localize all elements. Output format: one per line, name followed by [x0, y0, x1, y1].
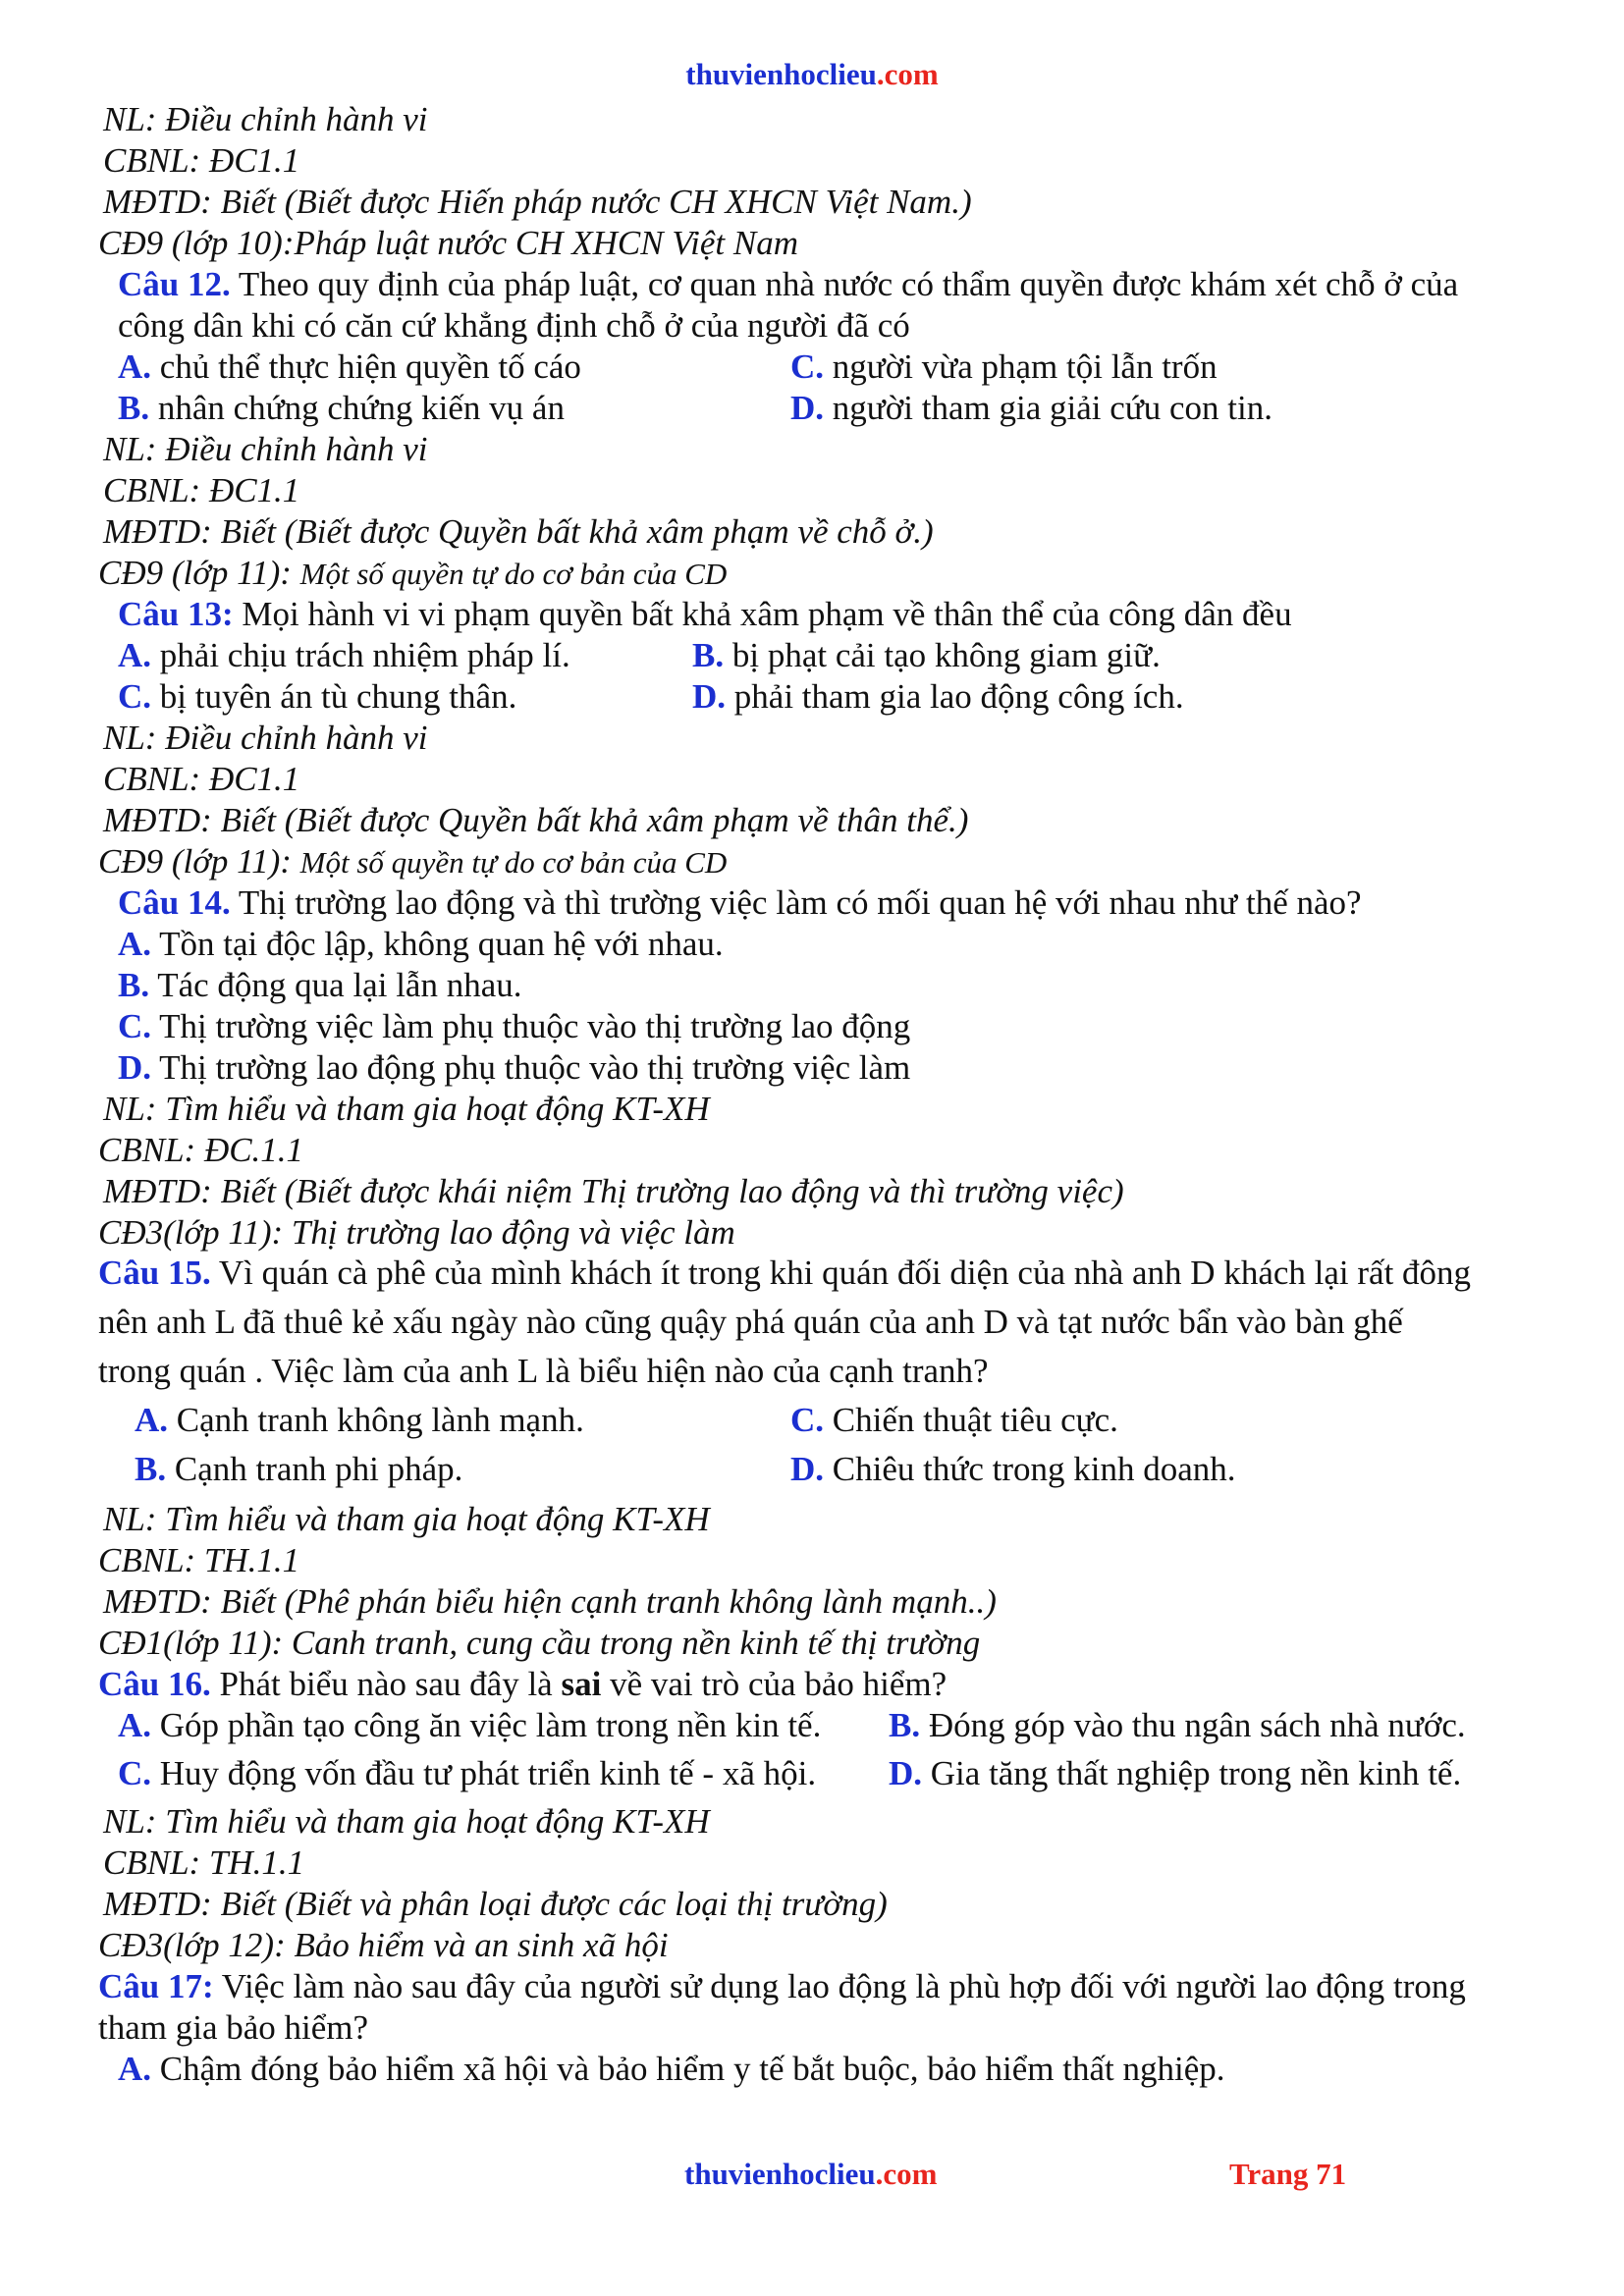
q16-cbnl: CBNL: TH.1.1: [103, 1843, 305, 1882]
q12-option-b: [118, 388, 565, 429]
q13-option-c: [118, 676, 516, 718]
meta-mdtd: MĐTD: Biết (Biết được Hiến pháp nước CH XHCN Việt Nam.): [103, 183, 972, 221]
q13-stem-line1: [118, 594, 1292, 635]
q15-stem2: nên anh L đã thuê kẻ xấu ngày nào cũng quậy phá quán của anh D và tạt nước bẩn vào bàn ghế: [98, 1303, 1403, 1341]
q17-label: Câu 17:: [98, 1967, 214, 2005]
q15-a-key: A.: [135, 1401, 169, 1439]
q12-stem1: Theo quy định của pháp luật, cơ quan nhà nước có thẩm quyền được khám xét chỗ ở của: [230, 265, 1459, 303]
q15-b-key: B.: [135, 1450, 167, 1488]
header-site-tld: .com: [876, 57, 939, 91]
q13-nl: NL: Điều chỉnh hành vi: [103, 719, 428, 757]
footer-site-main: thuvienhoclieu: [684, 2157, 876, 2191]
q15-stem-line1: [98, 1253, 1471, 1294]
q12-c-text: người vừa phạm tội lẫn trốn: [824, 347, 1218, 386]
q13-cd: [98, 841, 727, 883]
q16-a-key: A.: [118, 1706, 152, 1744]
q12-cbnl: CBNL: ĐC1.1: [103, 471, 300, 509]
q12-cd-a: CĐ9 (lớp 11):: [98, 554, 300, 592]
q16-cd: CĐ3(lớp 12): Bảo hiểm và an sinh xã hội: [98, 1926, 669, 1964]
q13-d-text: phải tham gia lao động công ích.: [726, 677, 1184, 716]
q12-d-text: người tham gia giải cứu con tin.: [824, 389, 1272, 427]
q12-c-key: C.: [790, 347, 825, 386]
q16-stem-bold: sai: [561, 1665, 602, 1703]
q14-stem1: Thị trường lao động và thì trường việc làm có mối quan hệ với nhau như thế nào?: [230, 883, 1362, 922]
q12-b-text: nhân chứng chứng kiến vụ án: [149, 389, 565, 427]
q15-option-b: [135, 1449, 462, 1490]
footer-site: [684, 2157, 938, 2192]
q14-cbnl: CBNL: ĐC.1.1: [98, 1131, 304, 1169]
q12-option-c: [790, 347, 1218, 388]
q15-a-text: Cạnh tranh không lành mạnh.: [168, 1401, 584, 1439]
q14-option-a: [118, 924, 724, 965]
q16-d-key: D.: [889, 1754, 923, 1792]
q14-option-d: [118, 1047, 910, 1089]
q15-d-key: D.: [790, 1450, 825, 1488]
q17-a-key: A.: [118, 2050, 152, 2088]
q13-cd-b: Một số quyền tự do cơ bản của CD: [299, 845, 728, 880]
q12-a-text: chủ thể thực hiện quyền tố cáo: [151, 347, 581, 386]
q16-option-d: [889, 1753, 1461, 1794]
q16-a-text: Góp phần tạo công ăn việc làm trong nền kin tế.: [151, 1706, 822, 1744]
q12-mdtd: MĐTD: Biết (Biết được Quyền bất khả xâm phạm về chỗ ở.): [103, 512, 934, 551]
q13-mdtd: MĐTD: Biết (Biết được Quyền bất khả xâm phạm về thân thể.): [103, 801, 969, 839]
q16-c-text: Huy động vốn đầu tư phát triển kinh tế - xã hội.: [151, 1754, 817, 1792]
q14-a-text: Tồn tại độc lập, không quan hệ với nhau.: [151, 925, 724, 963]
q14-nl: NL: Tìm hiểu và tham gia hoạt động KT-XH: [103, 1090, 710, 1128]
q13-c-key: C.: [118, 677, 152, 716]
q16-b-key: B.: [889, 1706, 921, 1744]
q14-label: Câu 14.: [118, 883, 231, 922]
q15-cbnl: CBNL: TH.1.1: [98, 1541, 300, 1579]
q12-cd-b: Một số quyền tự do cơ bản của CD: [299, 557, 728, 591]
page-number: Trang 71: [1229, 2157, 1347, 2191]
q17-stem-line1: [98, 1966, 1466, 2007]
header-site: [0, 57, 1624, 92]
q12-stem2: công dân khi có căn cứ khẳng định chỗ ở của người đã có: [118, 306, 910, 345]
q12-a-key: A.: [118, 347, 152, 386]
q17-stem1: Việc làm nào sau đây của người sử dụng lao động là phù hợp đối với người lao động trong: [213, 1967, 1466, 2005]
q14-option-c: [118, 1006, 910, 1047]
meta-nl: NL: Điều chỉnh hành vi: [103, 100, 428, 138]
q13-label: Câu 13:: [118, 595, 234, 633]
q15-option-a: [135, 1400, 584, 1441]
q14-option-b: [118, 965, 522, 1006]
q12-label: Câu 12.: [118, 265, 231, 303]
q13-option-b: [692, 635, 1161, 676]
q15-option-d: [790, 1449, 1236, 1490]
q16-b-text: Đóng góp vào thu ngân sách nhà nước.: [920, 1706, 1466, 1744]
q12-d-key: D.: [790, 389, 825, 427]
q13-d-key: D.: [692, 677, 727, 716]
q14-b-text: Tác động qua lại lẫn nhau.: [149, 966, 522, 1004]
q15-nl: NL: Tìm hiểu và tham gia hoạt động KT-XH: [103, 1500, 710, 1538]
q17-stem2: tham gia bảo hiểm?: [98, 2008, 369, 2047]
q15-d-text: Chiêu thức trong kinh doanh.: [824, 1450, 1236, 1488]
q13-cbnl: CBNL: ĐC1.1: [103, 760, 300, 798]
q15-option-c: [790, 1400, 1118, 1441]
q16-mdtd: MĐTD: Biết (Biết và phân loại được các loại thị trường): [103, 1885, 888, 1923]
q15-b-text: Cạnh tranh phi pháp.: [166, 1450, 463, 1488]
q14-d-text: Thị trường lao động phụ thuộc vào thị trường việc làm: [151, 1048, 911, 1087]
meta-cd: CĐ9 (lớp 10):Pháp luật nước CH XHCN Việt Nam: [98, 224, 798, 262]
q16-stem-a: Phát biểu nào sau đây là: [210, 1665, 562, 1703]
q14-cd: CĐ3(lớp 11): Thị trường lao động và việc làm: [98, 1213, 735, 1252]
q13-cd-a: CĐ9 (lớp 11):: [98, 842, 300, 881]
q14-b-key: B.: [118, 966, 150, 1004]
q15-label: Câu 15.: [98, 1254, 211, 1292]
q12-option-a: [118, 347, 581, 388]
q13-a-text: phải chịu trách nhiệm pháp lí.: [151, 636, 570, 674]
q16-label: Câu 16.: [98, 1665, 211, 1703]
footer-site-tld: .com: [875, 2157, 938, 2191]
q13-b-key: B.: [692, 636, 725, 674]
q13-stem1: Mọi hành vi vi phạm quyền bất khả xâm phạm về thân thể của công dân đều: [233, 595, 1292, 633]
q16-d-text: Gia tăng thất nghiệp trong nền kinh tế.: [922, 1754, 1462, 1792]
q16-stem: [98, 1664, 947, 1705]
q15-stem3: trong quán . Việc làm của anh L là biểu hiện nào của cạnh tranh?: [98, 1352, 989, 1390]
q13-a-key: A.: [118, 636, 152, 674]
q15-stem1: Vì quán cà phê của mình khách ít trong khi quán đối diện của nhà anh D khách lại rất đông: [210, 1254, 1472, 1292]
q17-option-a: [118, 2049, 1225, 2090]
q12-option-d: [790, 388, 1272, 429]
q13-option-a: [118, 635, 570, 676]
q13-option-d: [692, 676, 1184, 718]
q12-stem-line1: [118, 264, 1532, 305]
q15-mdtd: MĐTD: Biết (Phê phán biểu hiện cạnh tranh không lành mạnh..): [103, 1582, 997, 1621]
meta-cbnl: CBNL: ĐC1.1: [103, 141, 300, 180]
q14-stem-line1: [118, 882, 1362, 924]
q15-c-text: Chiến thuật tiêu cực.: [824, 1401, 1118, 1439]
q13-c-text: bị tuyên án tù chung thân.: [151, 677, 517, 716]
q12-nl: NL: Điều chỉnh hành vi: [103, 430, 428, 468]
q13-b-text: bị phạt cải tạo không giam giữ.: [724, 636, 1161, 674]
q12-cd: [98, 553, 727, 595]
q16-c-key: C.: [118, 1754, 152, 1792]
q16-option-c: [118, 1753, 816, 1794]
q16-option-b: [889, 1705, 1466, 1746]
q15-cd: CĐ1(lớp 11): Canh tranh, cung cầu trong nền kinh tế thị trường: [98, 1624, 981, 1662]
q15-c-key: C.: [790, 1401, 825, 1439]
q14-a-key: A.: [118, 925, 152, 963]
q14-c-key: C.: [118, 1007, 152, 1045]
q16-option-a: [118, 1705, 821, 1746]
header-site-main: thuvienhoclieu: [685, 57, 877, 91]
q14-mdtd: MĐTD: Biết (Biết được khái niệm Thị trường lao động và thì trường việc): [103, 1172, 1124, 1210]
q14-d-key: D.: [118, 1048, 152, 1087]
q14-c-text: Thị trường việc làm phụ thuộc vào thị trường lao động: [151, 1007, 911, 1045]
q16-nl: NL: Tìm hiểu và tham gia hoạt động KT-XH: [103, 1802, 710, 1841]
q17-a-text: Chậm đóng bảo hiểm xã hội và bảo hiểm y tế bắt buộc, bảo hiểm thất nghiệp.: [151, 2050, 1225, 2088]
q16-stem-b: về vai trò của bảo hiểm?: [601, 1665, 947, 1703]
q12-b-key: B.: [118, 389, 150, 427]
